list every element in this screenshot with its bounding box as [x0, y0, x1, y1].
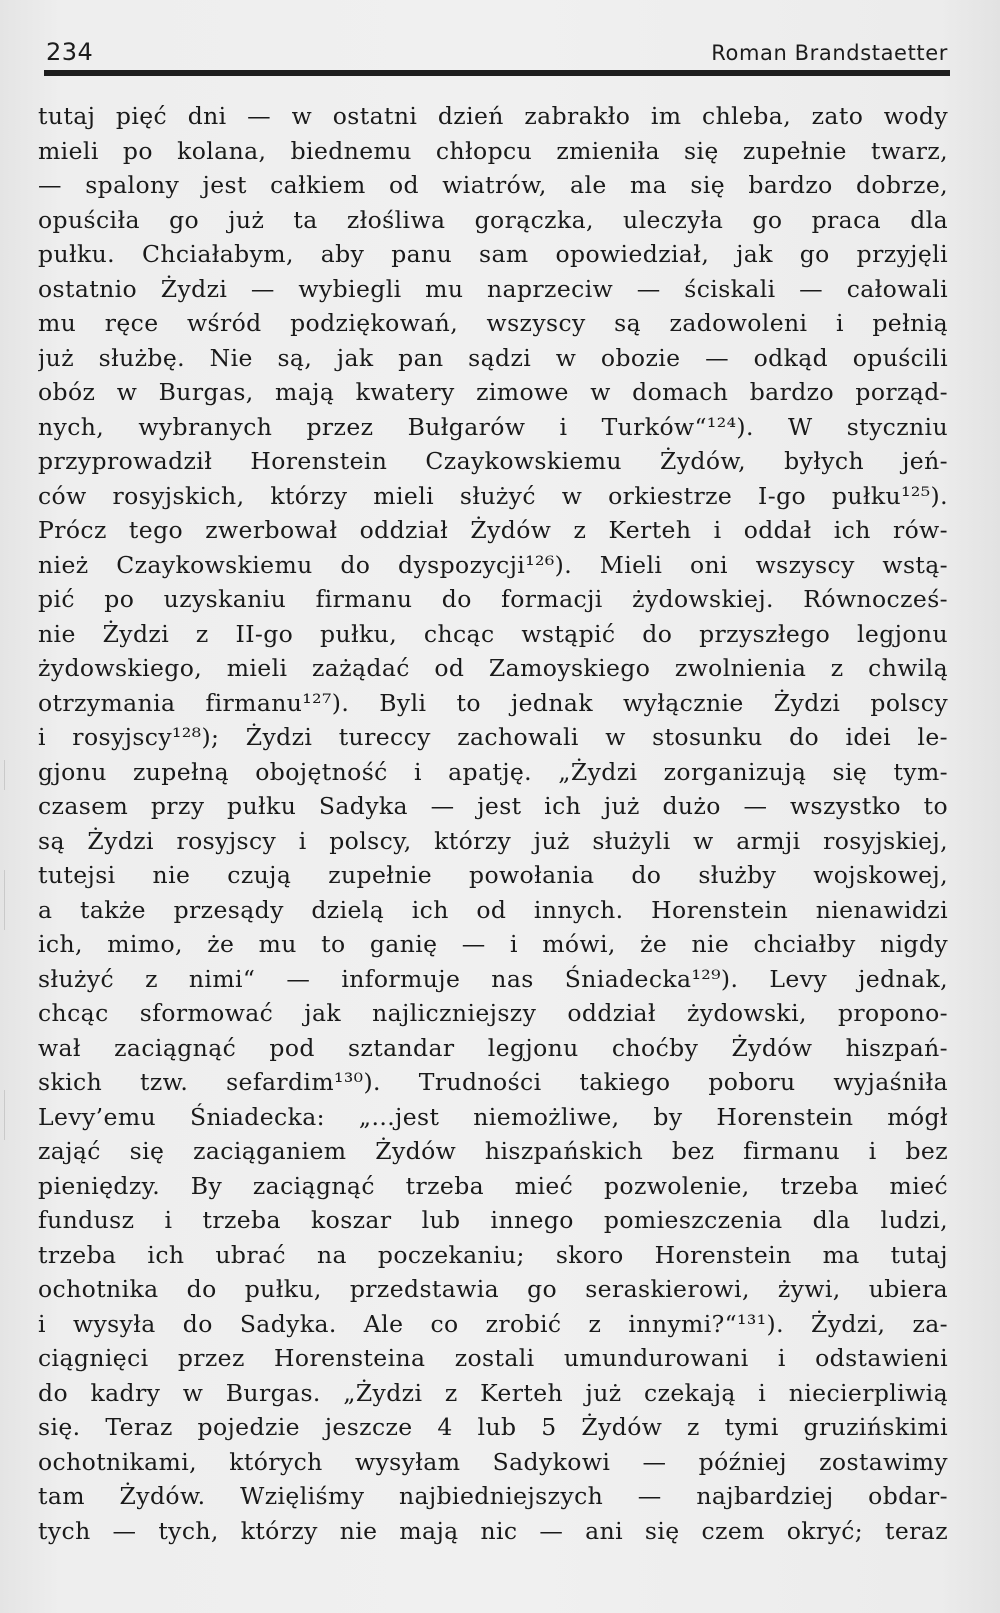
margin-pencil-mark — [4, 760, 21, 790]
text-line: — spalony jest całkiem od wiatrów, ale ma się bardzo dobrze, — [38, 171, 948, 199]
text-line: nież Czaykowskiemu do dyspozycji¹²⁶). Mieli oni wszyscy wstą- — [38, 550, 948, 579]
text-line: się. Teraz pojedzie jeszcze 4 lub 5 Żydów z tymi gruzińskimi — [38, 1413, 948, 1441]
text-line: pić po uzyskaniu firmanu do formacji żydowskiej. Równocześ- — [38, 585, 948, 613]
text-line: przyprowadził Horenstein Czaykowskiemu Żydów, byłych jeń- — [38, 447, 948, 475]
running-head: Roman Brandstaetter — [711, 41, 948, 65]
text-line: ców rosyjskich, którzy mieli służyć w orkiestrze I-go pułku¹²⁵). — [38, 481, 948, 510]
text-line: już służbę. Nie są, jak pan sądzi w obozie — odkąd opuścili — [38, 343, 948, 372]
text-line: fundusz i trzeba koszar lub innego pomieszczenia dla ludzi, — [38, 1206, 948, 1234]
text-line: i wysyła do Sadyka. Ale co zrobić z innymi?“¹³¹). Żydzi, za- — [38, 1309, 948, 1338]
header-rule — [44, 70, 950, 76]
text-line: tam Żydów. Wzięliśmy najbiedniejszych — najbardziej obdar- — [38, 1482, 948, 1510]
text-line: są Żydzi rosyjscy i polscy, którzy już służyli w armji rosyjskiej, — [38, 826, 948, 855]
text-line: tych — tych, którzy nie mają nic — ani się czem okryć; teraz — [38, 1516, 948, 1545]
page-number: 234 — [46, 38, 94, 66]
text-line: tutejsi nie czują zupełnie powołania do służby wojskowej, — [38, 861, 948, 889]
text-line: i rosyjscy¹²⁸); Żydzi tureccy zachowali w stosunku do idei le- — [38, 723, 948, 751]
text-line: chcąc sformować jak najliczniejszy oddział żydowski, propono- — [38, 999, 948, 1027]
text-line: mieli po kolana, biednemu chłopcu zmieniła się zupełnie twarz, — [38, 136, 948, 165]
text-line: pułku. Chciałabym, aby panu sam opowiedział, jak go przyjęli — [38, 240, 948, 268]
text-line: czasem przy pułku Sadyka — jest ich już dużo — wszystko to — [38, 792, 948, 820]
text-line: żydowskiego, mieli zażądać od Zamoyskiego zwolnienia z chwilą — [38, 654, 948, 682]
text-line: ochotnikami, których wysyłam Sadykowi — później zostawimy — [38, 1447, 948, 1476]
text-line: nie Żydzi z II-go pułku, chcąc wstąpić do przyszłego legjonu — [38, 619, 948, 648]
text-line: zająć się zaciąganiem Żydów hiszpańskich bez firmanu i bez — [38, 1137, 948, 1165]
page-header — [46, 34, 948, 74]
text-line: trzeba ich ubrać na poczekaniu; skoro Horenstein ma tutaj — [38, 1240, 948, 1269]
text-line: ochotnika do pułku, przedstawia go seraskierowi, żywi, ubiera — [38, 1275, 948, 1303]
text-line: tutaj pięć dni — w ostatni dzień zabrakło im chleba, zato wody — [38, 102, 948, 130]
margin-pencil-mark — [4, 1090, 21, 1140]
text-line: nych, wybranych przez Bułgarów i Turków“¹²⁴). W styczniu — [38, 412, 948, 441]
text-line: Levy’emu Śniadecka: „...jest niemożliwe, by Horenstein mógł — [38, 1102, 948, 1131]
text-line: skich tzw. sefardim¹³⁰). Trudności takiego poboru wyjaśniła — [38, 1068, 948, 1096]
text-line: a także przesądy dzielą ich od innych. Horenstein nienawidzi — [38, 895, 948, 924]
text-line: Prócz tego zwerbował oddział Żydów z Kerteh i oddał ich rów- — [38, 516, 948, 544]
text-line: ciągnięci przez Horensteina zostali umundurowani i odstawieni — [38, 1344, 948, 1372]
text-line: pieniędzy. By zaciągnąć trzeba mieć pozwolenie, trzeba mieć — [38, 1171, 948, 1200]
text-line: ich, mimo, że mu to ganię — i mówi, że nie chciałby nigdy — [38, 930, 948, 958]
text-line: otrzymania firmanu¹²⁷). Byli to jednak wyłącznie Żydzi polscy — [38, 688, 948, 717]
text-line: gjonu zupełną obojętność i apatję. „Żydzi zorganizują się tym- — [38, 757, 948, 786]
text-line: mu ręce wśród podziękowań, wszyscy są zadowoleni i pełnią — [38, 309, 948, 337]
text-line: wał zaciągnąć pod sztandar legjonu choćby Żydów hiszpań- — [38, 1033, 948, 1062]
margin-pencil-mark — [4, 870, 21, 930]
text-line: opuściła go już ta złośliwa gorączka, uleczyła go praca dla — [38, 205, 948, 234]
text-line: służyć z nimi“ — informuje nas Śniadecka¹²⁹). Levy jednak, — [38, 964, 948, 993]
body-text — [38, 99, 948, 1548]
text-line: ostatnio Żydzi — wybiegli mu naprzeciw — ściskali — całowali — [38, 274, 948, 303]
text-line: do kadry w Burgas. „Żydzi z Kerteh już czekają i niecierpliwią — [38, 1378, 948, 1407]
text-line: obóz w Burgas, mają kwatery zimowe w domach bardzo porząd- — [38, 378, 948, 406]
